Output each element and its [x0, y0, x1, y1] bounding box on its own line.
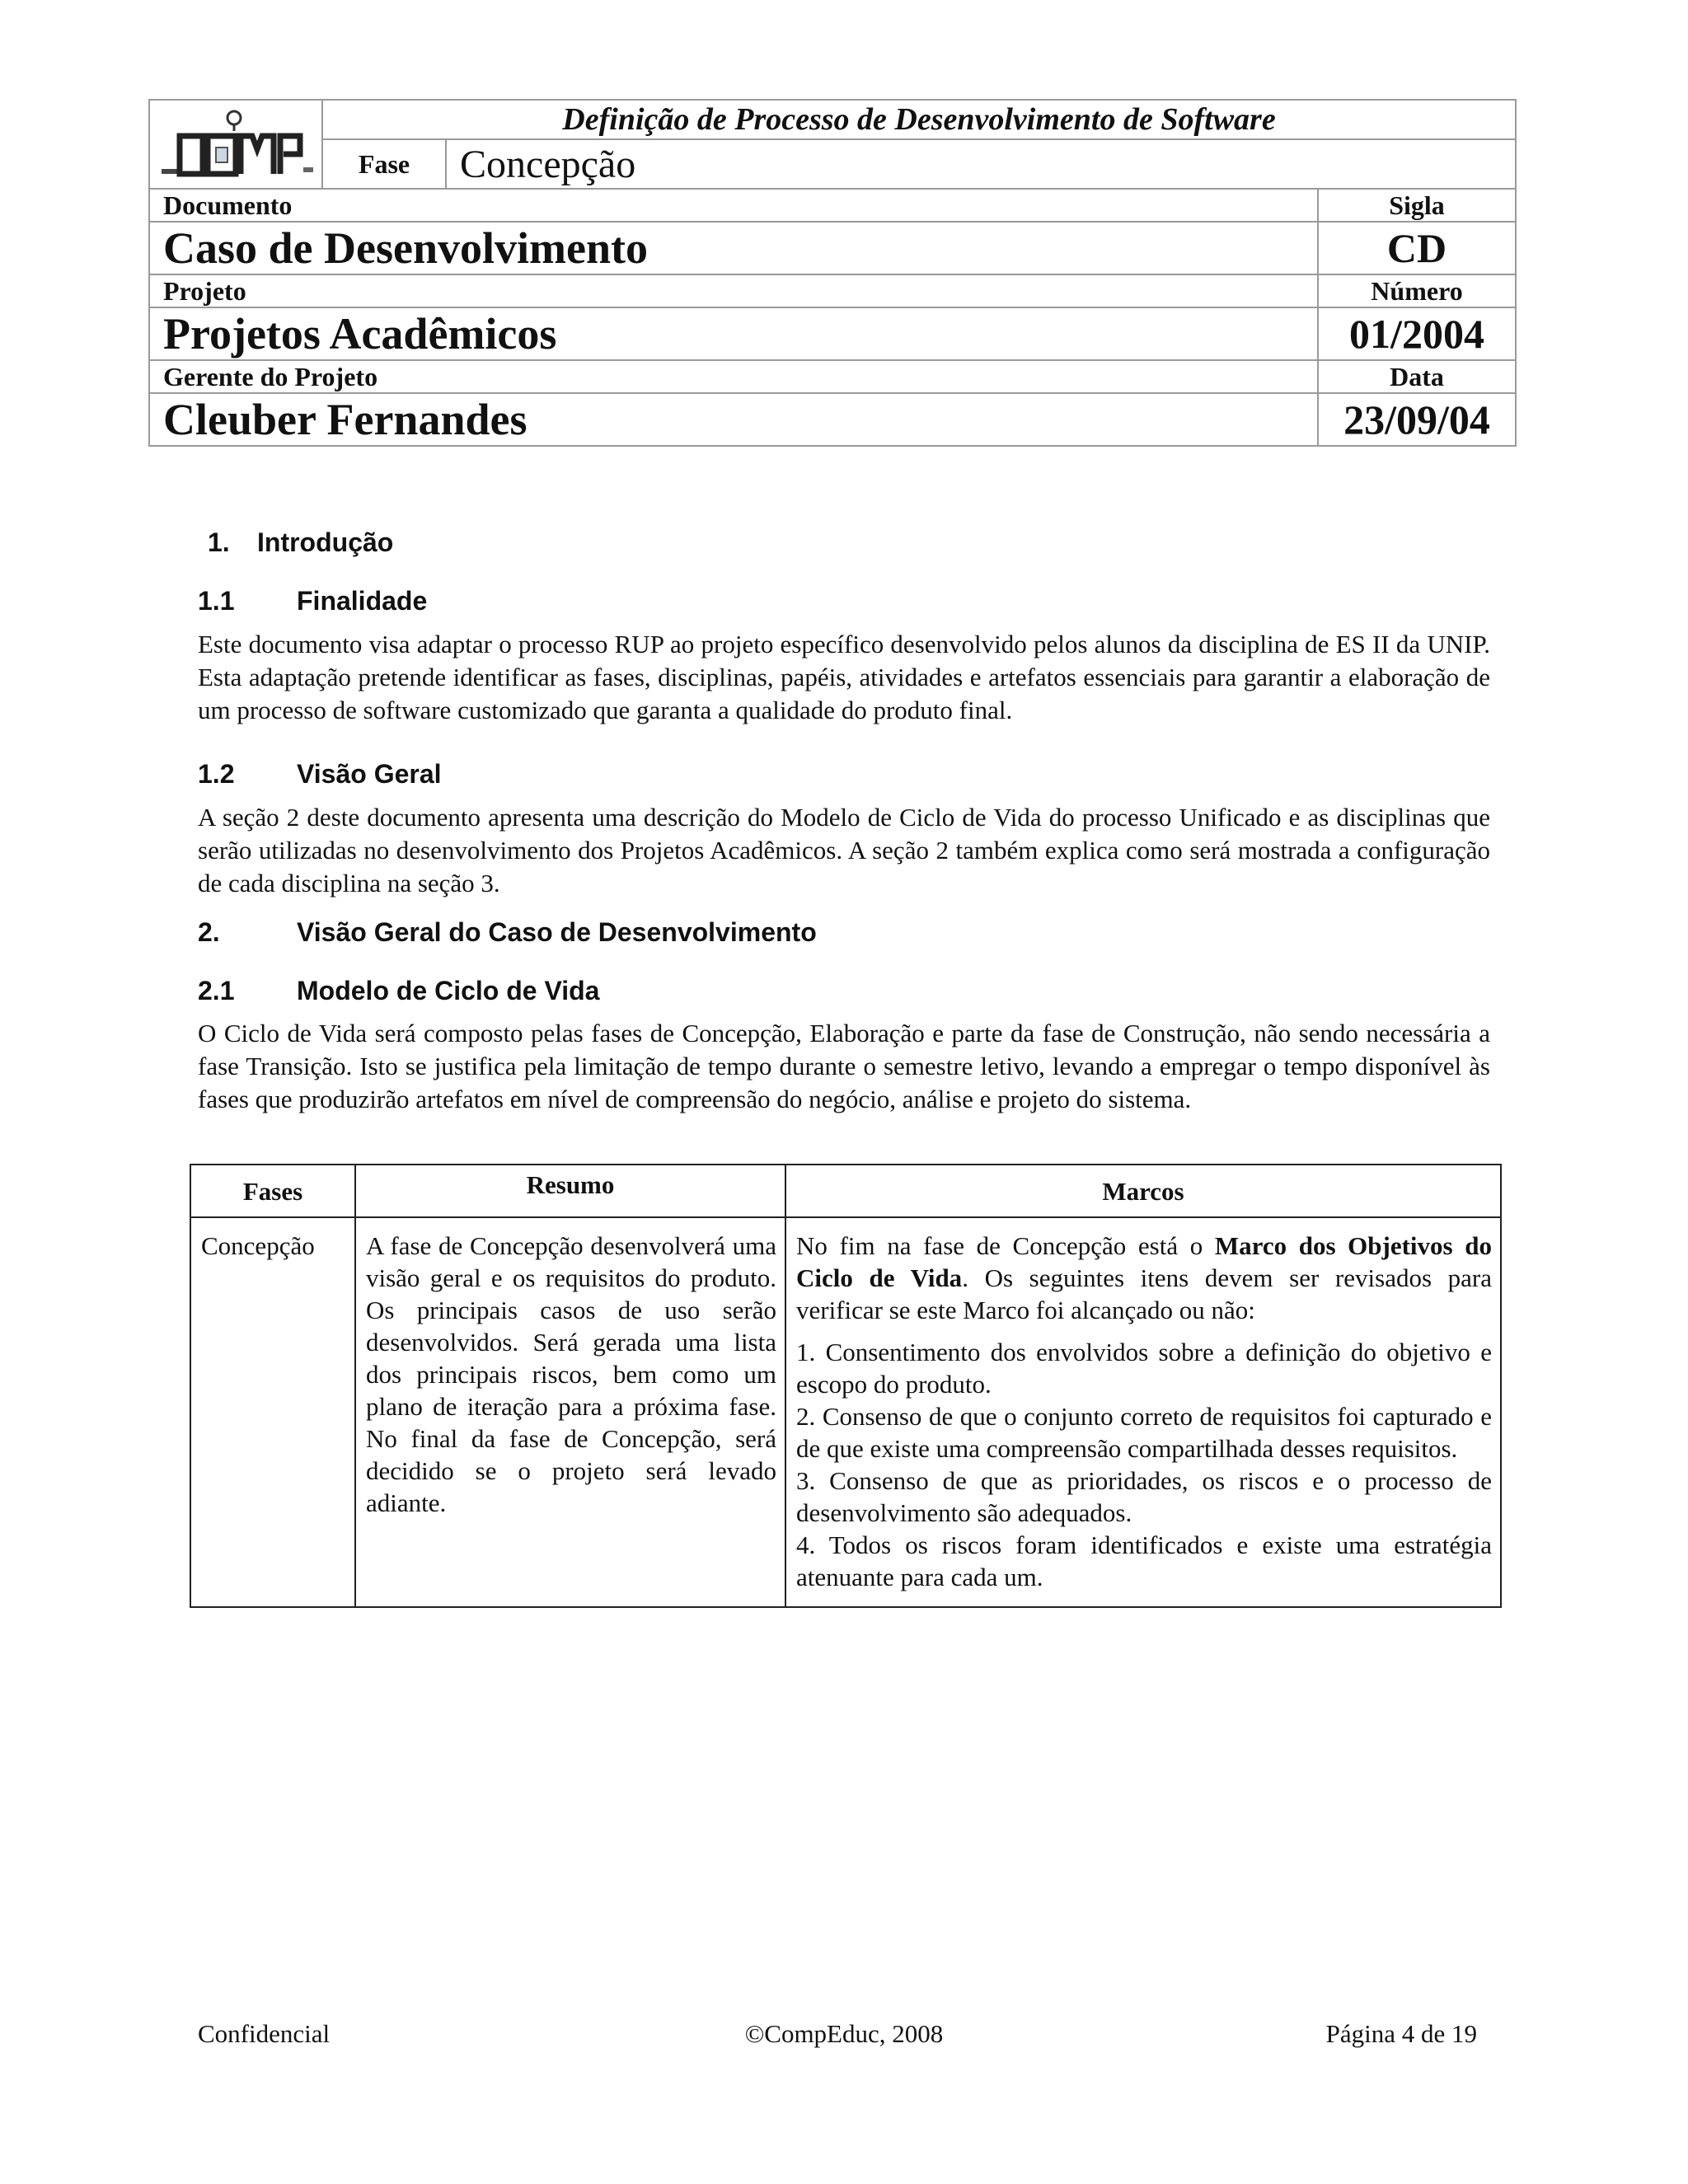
section-2-number: 2.: [198, 917, 220, 947]
marcos-item-1: 1. Consentimento dos envolvidos sobre a definição do objetivo e escopo do produto.: [796, 1338, 1492, 1399]
table-row: [190, 1217, 1501, 1607]
numero-label: Número: [1318, 274, 1516, 307]
col-resumo-header: Resumo: [355, 1165, 785, 1217]
fase-value: Concepção: [446, 139, 1516, 189]
section-1-1-title: Finalidade: [297, 586, 428, 616]
marcos-intro-text-1: No fim na fase de Concepção está o: [796, 1231, 1203, 1260]
col-marcos-header: Marcos: [785, 1165, 1501, 1217]
section-1-1-heading: [198, 586, 427, 616]
section-2-heading: [198, 917, 817, 948]
row-fase-cell: Concepção: [190, 1217, 355, 1607]
section-2-1-text: O Ciclo de Vida será composto pelas fases de Concepção, Elaboração e parte da fase de Construção, não sendo necessária a fase Transição. Isto se justifica pela limitação de tempo durante o semestre letivo, levando a empregar o tempo disponível às fases que produzirão artefatos em nível de compreensão do negócio, análise e projeto do sistema.: [198, 1019, 1490, 1113]
section-1-number: 1.: [208, 527, 230, 557]
projeto-label: Projeto: [149, 274, 1318, 307]
documento-label: Documento: [149, 189, 1318, 222]
footer-confidential: Confidencial: [198, 2019, 331, 2048]
sigla-label: Sigla: [1318, 189, 1516, 222]
col-fases-header: Fases: [190, 1165, 355, 1217]
phases-table-header-row: [190, 1165, 1501, 1217]
marcos-intro-bold: Marco dos Objetivos do Ciclo de Vida: [796, 1231, 1492, 1292]
row-resumo-cell: A fase de Concepção desenvolverá uma visão geral e os requisitos do produto. Os principais casos de uso serão desenvolvidos. Será gerada uma lista dos principais riscos, bem como um plano de iteração para a próxima fase. No final da fase de Concepção, será decidido se o projeto será levado adiante.: [355, 1217, 785, 1607]
marcos-item-3: 3. Consenso de que as prioridades, os riscos e o processo de desenvolvimento são adequados.: [796, 1466, 1492, 1527]
comp-logo-icon: [153, 103, 318, 185]
section-1-1-text: Este documento visa adaptar o processo RUP ao projeto específico desenvolvido pelos alunos da disciplina de ES II da UNIP. Esta adaptação pretende identificar as fases, disciplinas, papéis, atividades e artefatos essenciais para garantir a elaboração de um processo de software customizado que garanta a qualidade do produto final.: [198, 630, 1490, 724]
section-1-heading: [208, 527, 393, 558]
section-2-1-number: 2.1: [198, 976, 235, 1005]
marcos-item-2: 2. Consenso de que o conjunto correto de requisitos foi capturado e de que existe uma compreensão compartilhada desses requisitos.: [796, 1402, 1492, 1463]
footer-page-number: Página 4 de 19: [1325, 2019, 1477, 2048]
documento-value: Caso de Desenvolvimento: [149, 222, 1318, 274]
company-logo: [149, 100, 322, 189]
numero-value: 01/2004: [1318, 307, 1516, 360]
section-2-title: Visão Geral do Caso de Desenvolvimento: [297, 917, 817, 947]
marcos-item-4: 4. Todos os riscos foram identificados e existe uma estratégia atenuante para cada um.: [796, 1530, 1492, 1591]
process-title: Definição de Processo de Desenvolvimento de Software: [322, 100, 1516, 139]
document-header-table: [148, 99, 1517, 447]
phases-table: [190, 1164, 1502, 1608]
data-label: Data: [1318, 360, 1516, 393]
footer-copyright: ©CompEduc, 2008: [744, 2019, 944, 2048]
gerente-value: Cleuber Fernandes: [149, 393, 1318, 446]
section-2-1-title: Modelo de Ciclo de Vida: [297, 976, 600, 1005]
section-2-1-heading: [198, 976, 599, 1006]
section-1-title: Introdução: [257, 527, 394, 557]
data-value: 23/09/04: [1318, 393, 1516, 446]
row-marcos-cell: [785, 1217, 1501, 1607]
marcos-intro: [796, 1230, 1492, 1326]
section-1-2-text: A seção 2 deste documento apresenta uma descrição do Modelo de Ciclo de Vida do processo Unificado e as disciplinas que serão utilizadas no desenvolvimento dos Projetos Acadêmicos. A seção 2 também explica como será mostrada a configuração de cada disciplina na seção 3.: [198, 803, 1490, 898]
gerente-label: Gerente do Projeto: [149, 360, 1318, 393]
section-1-2-number: 1.2: [198, 759, 235, 789]
section-1-2-title: Visão Geral: [297, 759, 442, 789]
fase-label: Fase: [322, 139, 446, 189]
section-1-2-heading: [198, 759, 442, 790]
marcos-intro-text-2: . Os seguintes itens devem ser revisados para verificar se este Marco foi alcançado ou não:: [796, 1263, 1492, 1324]
projeto-value: Projetos Acadêmicos: [149, 307, 1318, 360]
sigla-value: CD: [1318, 222, 1516, 274]
section-1-1-number: 1.1: [198, 586, 235, 616]
